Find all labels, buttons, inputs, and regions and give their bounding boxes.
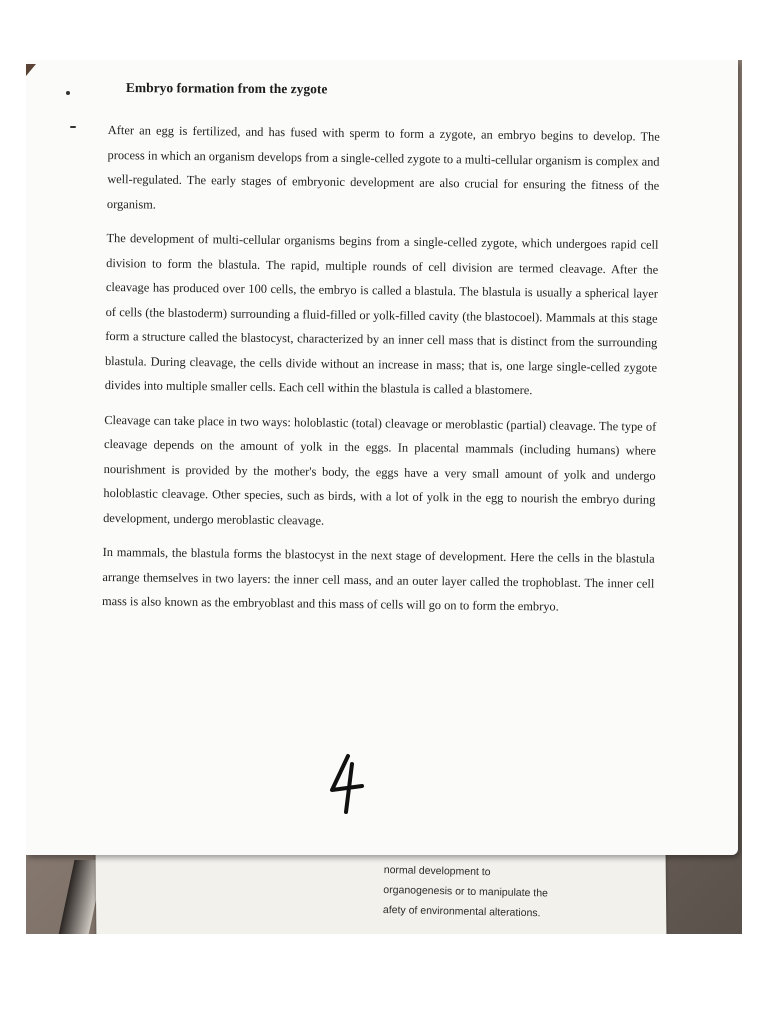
document-title: Embryo formation from the zygote [125, 80, 328, 97]
body-paragraph: Cleavage can take place in two ways: holoblastic (total) cleavage or meroblastic (partial) cleavage. The type of cleavage depends on the amount of yolk in the eggs. In placental mammals (including humans) where nourishment is provided by the mother's body, the eggs have a very small amount of yolk and undergo holoblastic cleavage. Other species, such as birds, with a lot of yolk in the egg to nourish the embryo during development, undergo meroblastic cleavage. [103, 412, 657, 528]
lower-sheet-line: normal development to [383, 863, 491, 879]
handwritten-page-number [318, 750, 378, 820]
corner-mark [26, 64, 36, 76]
margin-dot [66, 91, 70, 95]
page-sheet [26, 60, 738, 855]
body-paragraph: After an egg is fertilized, and has fused with sperm to form a zygote, an embryo begins to develop. The process in which an organism develops from a single-celled zygote to a multi-cellular organism is complex and well-regulated. The early stages of embryonic development are also crucial for ensuring the fitness of the organism. [106, 122, 660, 212]
document-body [102, 118, 660, 630]
margin-dash [70, 126, 76, 128]
body-paragraph: In mammals, the blastula forms the blastocyst in the next stage of development. Here the cells in the blastula arrange themselves in two layers: the inner cell mass, and an outer layer called the trophoblast. The inner cell mass is also known as the embryoblast and this mass of cells will go on to form the embryo. [102, 544, 655, 614]
lower-sheet-line: afety of environmental alterations. [382, 903, 541, 920]
body-paragraph: The development of multi-cellular organisms begins from a single-celled zygote, which undergoes rapid cell division to form the blastula. The rapid, multiple rounds of cell division are termed cleavage. After the cleavage has produced over 100 cells, the embryo is called a blastula. The blastula is usually a spherical layer of cells (the blastoderm) surrounding a fluid-filled or yolk-filled cavity (the blastocoel). Mammals at this stage form a structure called the blastocyst, characterized by an inner cell mass that is distinct from the surrounding blastula. During cleavage, the cells divide without an increase in mass; that is, one large single-celled zygote divides into multiple smaller cells. Each cell within the blastula is called a blastomere. [104, 230, 659, 398]
lower-sheet-text [383, 860, 644, 925]
document-photo [26, 60, 742, 934]
lower-sheet-line: organogenesis or to manipulate the [383, 883, 549, 900]
